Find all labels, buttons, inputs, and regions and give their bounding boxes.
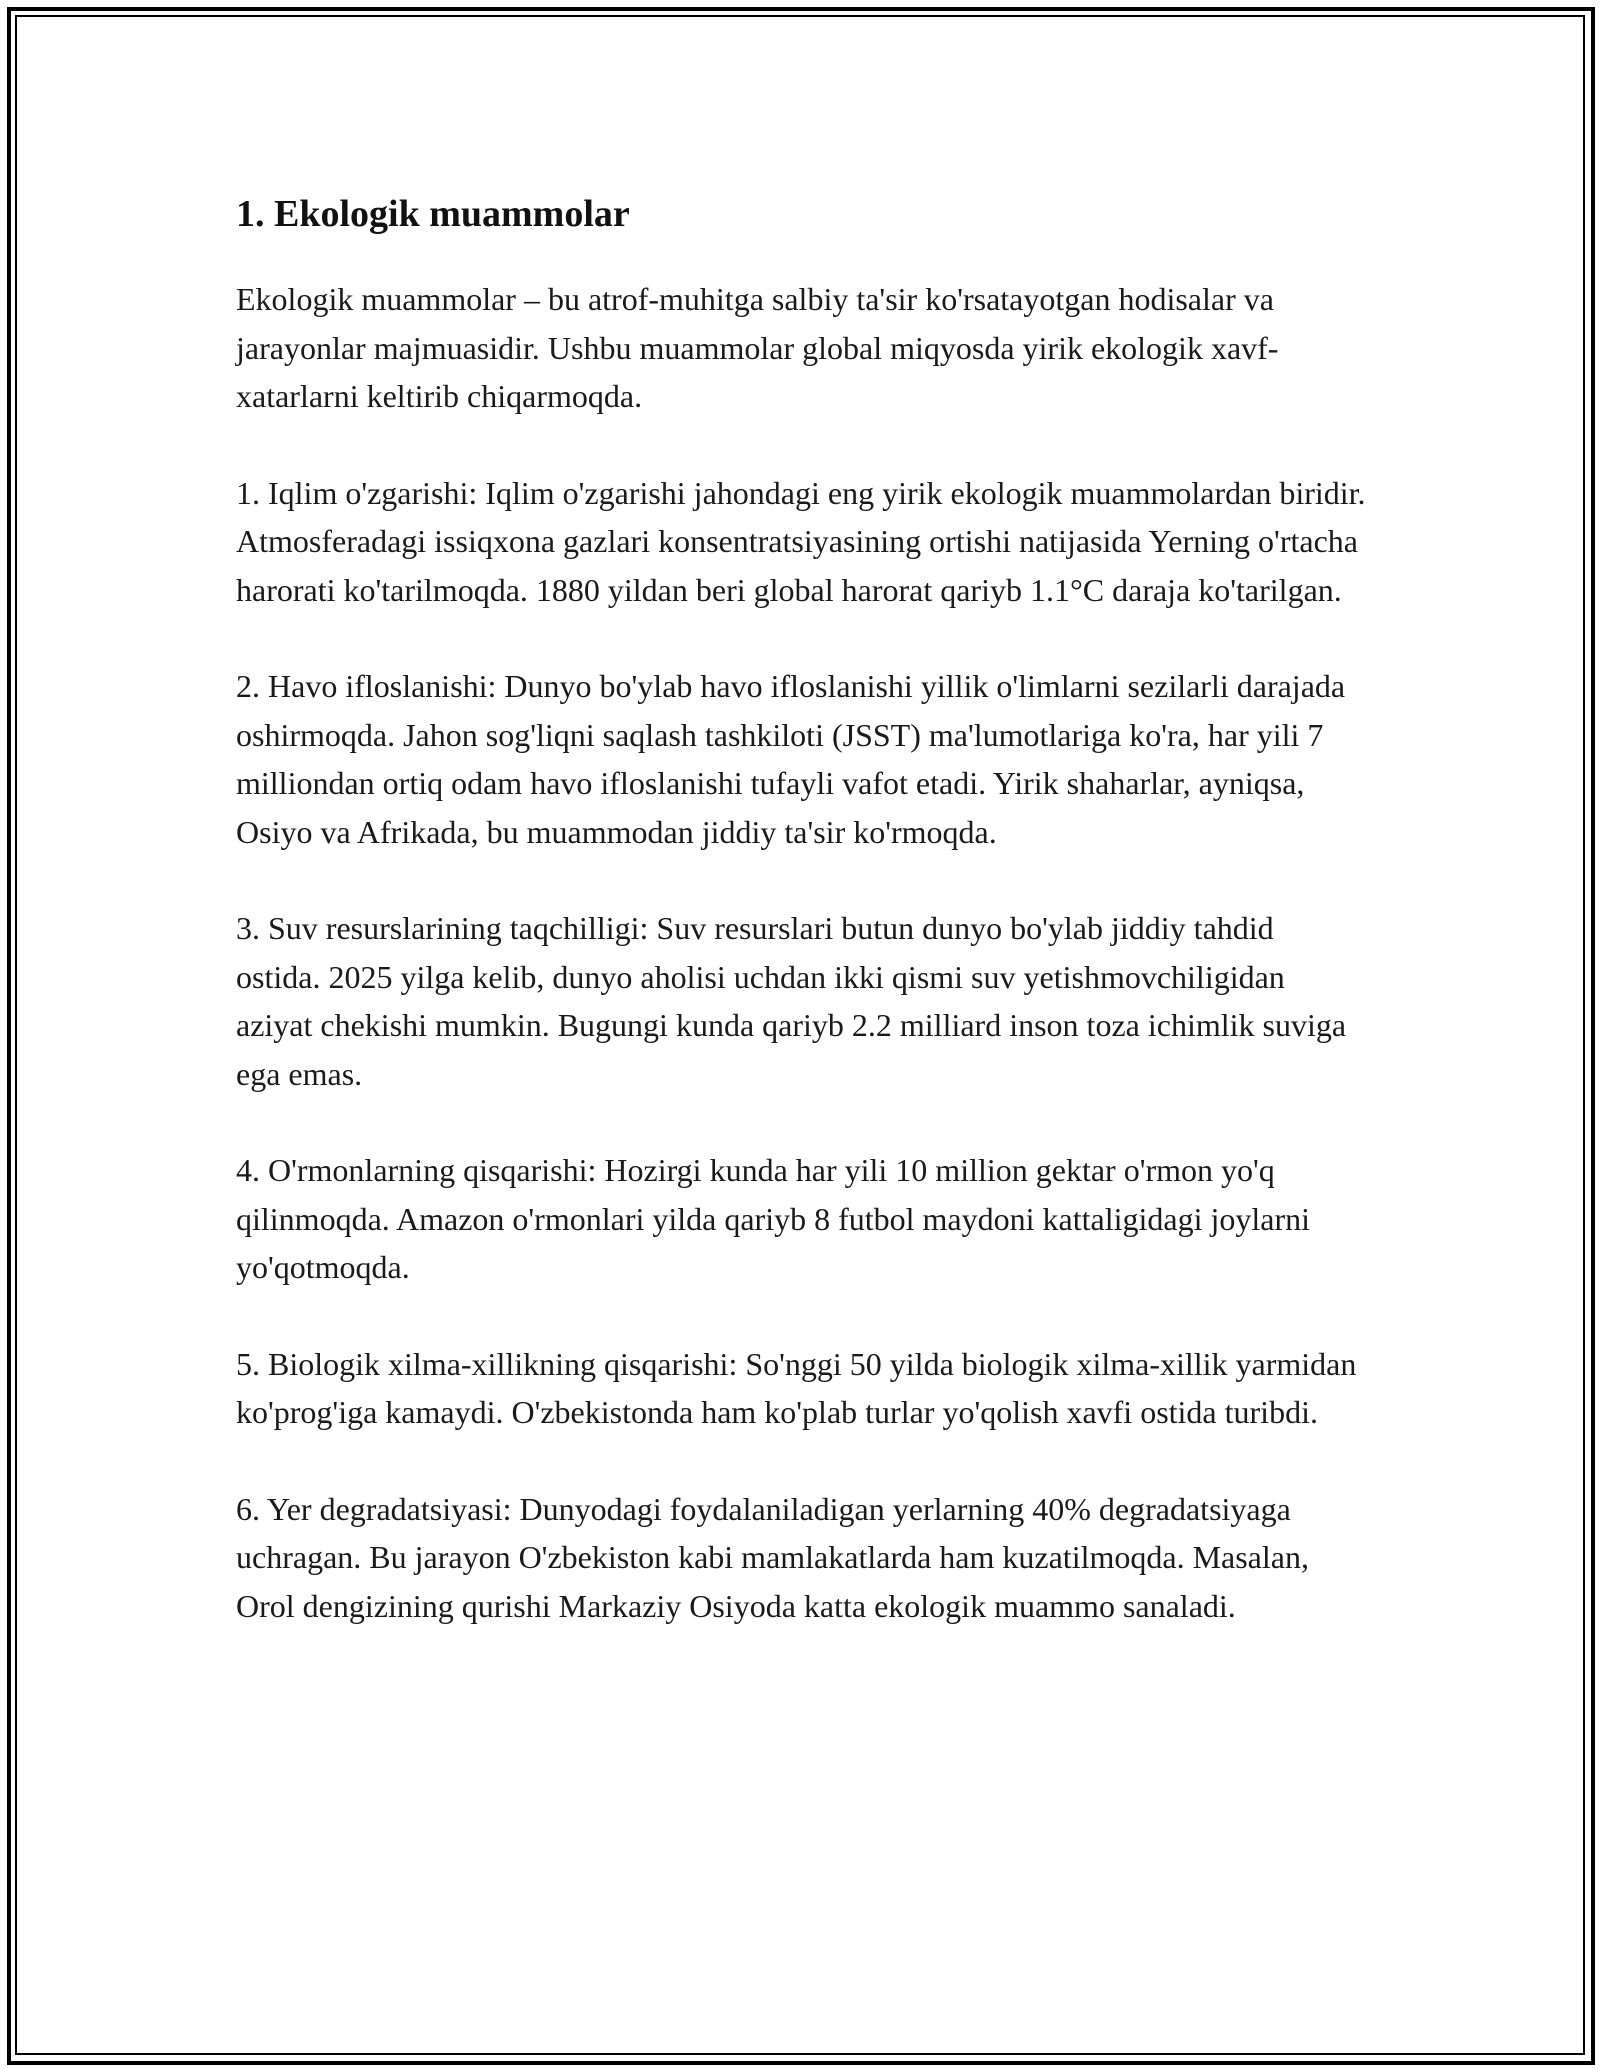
intro-paragraph: Ekologik muammolar – bu atrof-muhitga salbiy ta'sir ko'rsatayotgan hodisalar va jarayonlar majmuasidir. Ushbu muammolar global miqyosda yirik ekologik xavf-xatarlarni keltirib chiqarmoqda. (236, 281, 1279, 414)
paragraph-deforestation: 4. O'rmonlarning qisqarishi: Hozirgi kunda har yili 10 million gektar o'rmon yo'q qilinmoqda. Amazon o'rmonlari yilda qariyb 8 futbol maydoni kattaligidagi joylarni yo'qotmoqda. (236, 1152, 1310, 1285)
paragraph-climate-change: 1. Iqlim o'zgarishi: Iqlim o'zgarishi jahondagi eng yirik ekologik muammolardan biridir. Atmosferadagi issiqxona gazlari konsentratsiyasining ortishi natijasida Yerning o'rtacha harorati ko'tarilmoqda. 1880 yildan beri global harorat qariyb 1.1°C daraja ko'tarilgan. (236, 474, 1366, 608)
paragraph-land-degradation: 6. Yer degradatsiyasi: Dunyodagi foydalaniladigan yerlarning 40% degradatsiyaga uchragan. Bu jarayon O'zbekiston kabi mamlakatlarda ham kuzatilmoqda. Masalan, Orol dengizining qurishi Markaziy Osiyoda katta ekologik muammo sanaladi. (236, 1490, 1309, 1624)
paragraph-air-pollution: 2. Havo ifloslanishi: Dunyo bo'ylab havo ifloslanishi yillik o'limlarni sezilarli darajada oshirmoqda. Jahon sog'liqni saqlash tashkiloti (JSST) ma'lumotlariga ko'ra, har yili 7 milliondan ortiq odam havo ifloslanishi tufayli vafot etadi. Yirik shaharlar, ayniqsa, Osiyo va Afrikada, bu muammodan jiddiy ta'sir ko'rmoqda. (236, 668, 1346, 850)
paragraph-water-scarcity: 3. Suv resurslarining taqchilligi: Suv resurslari butun dunyo bo'ylab jiddiy tahdid ostida. 2025 yilga kelib, dunyo aholisi uchdan ikki qismi suv yetishmovchiligidan aziyat chekishi mumkin. Bugungi kunda qariyb 2.2 milliard inson toza ichimlik suviga ega emas. (236, 910, 1347, 1092)
paragraph-biodiversity-loss: 5. Biologik xilma-xillikning qisqarishi: So'nggi 50 yilda biologik xilma-xillik yarmidan ko'prog'iga kamaydi. O'zbekistonda ham ko'plab turlar yo'qolish xavfi ostida turibdi. (236, 1345, 1357, 1430)
section-heading: 1. Ekologik muammolar (236, 193, 630, 235)
document-body (236, 185, 1366, 1678)
